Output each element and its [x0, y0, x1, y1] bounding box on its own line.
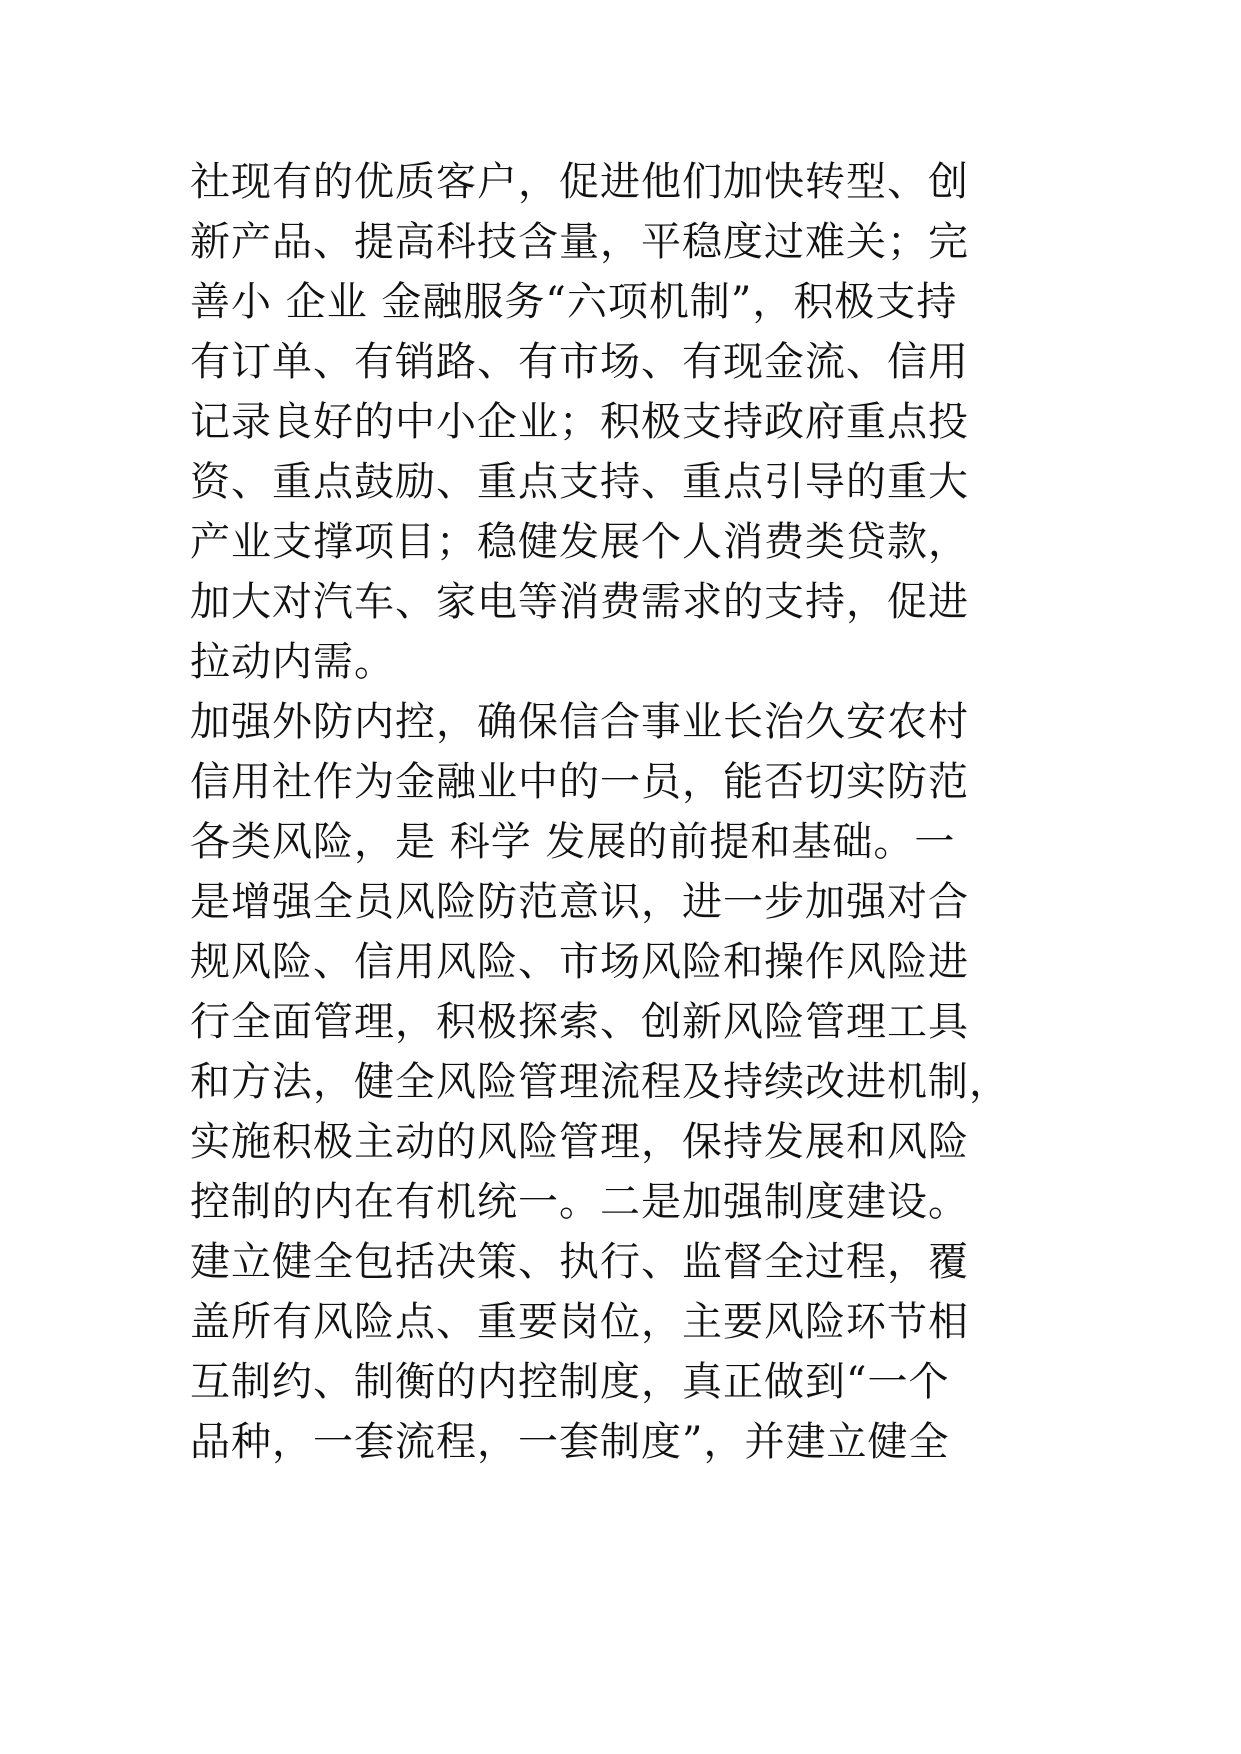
text-line: 互制约、制衡的内控制度，真正做到“一个 — [190, 1359, 950, 1405]
text-line: 善小 企业 金融服务“六项机制”，积极支持 — [190, 279, 958, 325]
text-line: 拉动内需。 — [190, 639, 395, 685]
text-line: 社现有的优质客户，促进他们加快转型、创 — [190, 159, 969, 205]
text-line: 控制的内在有机统一。二是加强制度建设。 — [190, 1179, 969, 1225]
text-line: 规风险、信用风险、市场风险和操作风险进 — [190, 939, 969, 985]
text-line: 新产品、提高科技含量，平稳度过难关；完 — [190, 219, 969, 265]
text-line: 信用社作为金融业中的一员，能否切实防范 — [190, 759, 969, 805]
text-line: 资、重点鼓励、重点支持、重点引导的重大 — [190, 459, 969, 505]
text-line: 产业支撑项目；稳健发展个人消费类贷款， — [190, 519, 969, 565]
text-line: 行全面管理，积极探索、创新风险管理工具 — [190, 999, 969, 1045]
text-line: 建立健全包括决策、执行、监督全过程，覆 — [190, 1239, 969, 1285]
text-line: 各类风险，是 科学 发展的前提和基础。一 — [190, 819, 956, 865]
text-line: 盖所有风险点、重要岗位，主要风险环节相 — [190, 1299, 969, 1345]
text-line: 有订单、有销路、有市场、有现金流、信用 — [190, 339, 969, 385]
text-line: 是增强全员风险防范意识，进一步加强对合 — [190, 879, 969, 925]
text-line: 品种，一套流程，一套制度”，并建立健全 — [190, 1419, 950, 1465]
text-line: 加大对汽车、家电等消费需求的支持，促进 — [190, 579, 969, 625]
text-line: 记录良好的中小企业；积极支持政府重点投 — [190, 399, 969, 445]
text-line: 和方法，健全风险管理流程及持续改进机制， — [190, 1059, 1010, 1105]
body-text — [190, 152, 1090, 1472]
text-line: 加强外防内控，确保信合事业长治久安农村 — [190, 699, 969, 745]
text-line: 实施积极主动的风险管理，保持发展和风险 — [190, 1119, 969, 1165]
